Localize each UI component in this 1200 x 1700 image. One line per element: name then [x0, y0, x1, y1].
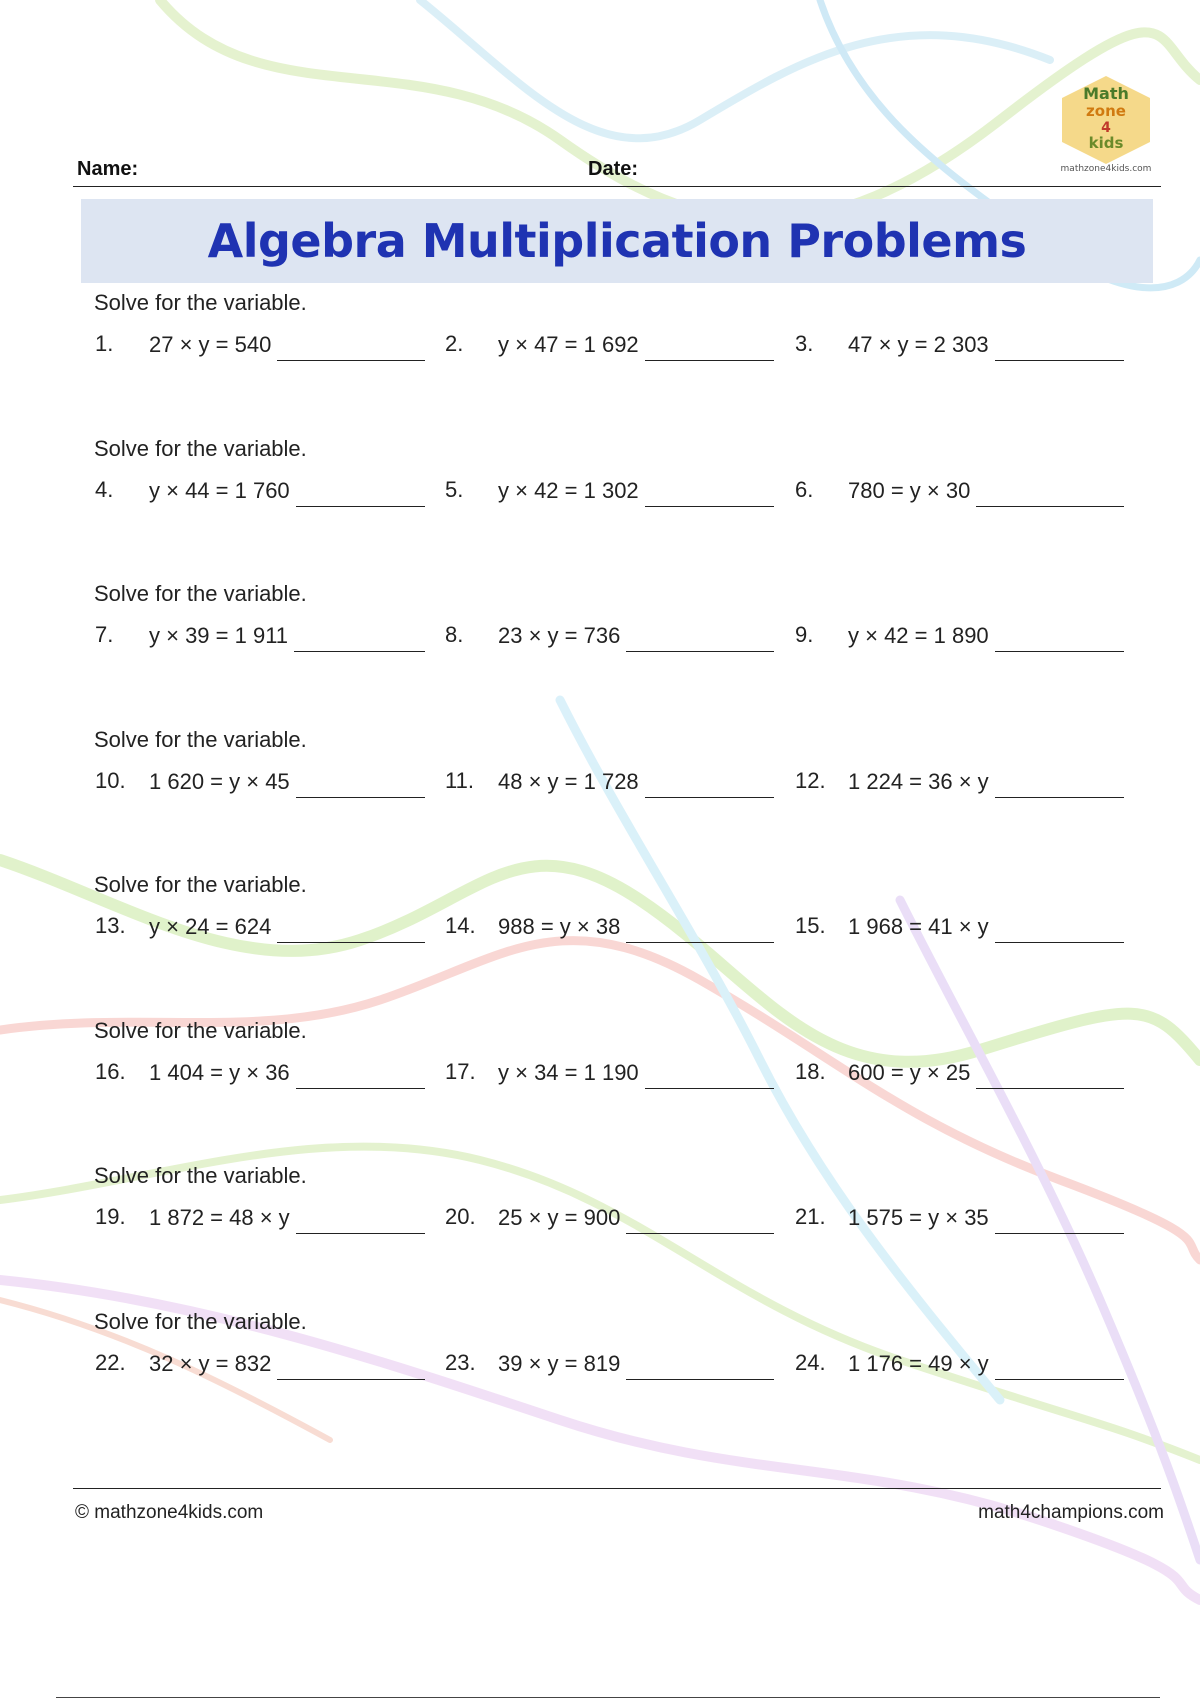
answer-blank[interactable] — [995, 797, 1124, 798]
problem-number: 16. — [95, 1058, 126, 1084]
problem-number: 17. — [445, 1058, 476, 1084]
answer-blank[interactable] — [294, 651, 425, 652]
answer-blank[interactable] — [645, 360, 774, 361]
problem-equation: y × 34 = 1 190 — [498, 1059, 639, 1085]
answer-blank[interactable] — [995, 942, 1124, 943]
footer-copyright: © mathzone4kids.com — [75, 1502, 264, 1523]
problem-number: 10. — [95, 767, 126, 793]
problem-equation: y × 42 = 1 890 — [848, 623, 989, 648]
title-banner — [81, 199, 1153, 283]
instruction-text: Solve for the variable. — [94, 290, 307, 315]
problem-equation: 27 × y = 540 — [149, 332, 272, 357]
problem-equation: 48 × y = 1 728 — [498, 768, 639, 794]
logo-text-4: 4 — [1101, 120, 1111, 136]
problem-equation: 32 × y = 832 — [149, 1350, 272, 1376]
problem-number: 4. — [95, 476, 114, 502]
name-label: Name: — [77, 158, 139, 180]
problem-number: 7. — [95, 622, 114, 647]
problem-number: 9. — [795, 622, 814, 647]
problem-equation: 1 404 = y × 36 — [149, 1059, 290, 1085]
problem-number: 11. — [445, 767, 474, 793]
problem-equation: y × 24 = 624 — [149, 914, 272, 939]
problem-equation: y × 39 = 1 911 — [149, 623, 289, 648]
problem-equation: 1 968 = 41 × y — [848, 914, 989, 939]
answer-blank[interactable] — [626, 1379, 774, 1380]
header-divider — [73, 186, 1161, 187]
answer-blank[interactable] — [626, 1233, 774, 1234]
problem-number: 3. — [795, 331, 814, 356]
problem-equation: 23 × y = 736 — [498, 623, 621, 648]
problem-number: 2. — [445, 331, 464, 356]
problem-equation: 600 = y × 25 — [848, 1059, 971, 1085]
answer-blank[interactable] — [626, 651, 774, 652]
problem-number: 18. — [795, 1058, 826, 1084]
problem-equation: 1 575 = y × 35 — [848, 1205, 989, 1230]
instruction-text: Solve for the variable. — [94, 1017, 307, 1043]
problem-equation: 1 224 = 36 × y — [848, 768, 989, 794]
instruction-text: Solve for the variable. — [94, 726, 307, 752]
instruction-text: Solve for the variable. — [94, 1163, 307, 1188]
logo-text-math: Math — [1083, 84, 1129, 103]
problem-equation: y × 42 = 1 302 — [498, 477, 639, 503]
problem-number: 8. — [445, 622, 464, 647]
problem-number: 13. — [95, 913, 126, 938]
problem-number: 19. — [95, 1204, 126, 1229]
instruction-text: Solve for the variable. — [94, 581, 307, 606]
logo-text-url: mathzone4kids.com — [1060, 164, 1152, 174]
answer-blank[interactable] — [296, 1233, 425, 1234]
answer-blank[interactable] — [277, 942, 425, 943]
answer-blank[interactable] — [645, 797, 774, 798]
problem-number: 23. — [445, 1349, 476, 1375]
problem-number: 5. — [445, 476, 464, 502]
logo-text-zone: zone — [1086, 102, 1126, 120]
footer-divider — [73, 1488, 1161, 1489]
problem-number: 22. — [95, 1349, 126, 1375]
answer-blank[interactable] — [645, 506, 774, 507]
answer-blank[interactable] — [645, 1088, 774, 1089]
problem-number: 1. — [95, 331, 114, 356]
answer-blank[interactable] — [995, 1233, 1124, 1234]
answer-blank[interactable] — [976, 1088, 1124, 1089]
instruction-text: Solve for the variable. — [94, 1308, 307, 1334]
answer-blank[interactable] — [277, 360, 425, 361]
problem-equation: y × 44 = 1 760 — [149, 477, 290, 503]
problem-equation: 47 × y = 2 303 — [848, 332, 989, 357]
problem-equation: 1 872 = 48 × y — [149, 1205, 290, 1230]
answer-blank[interactable] — [277, 1379, 425, 1380]
instruction-text: Solve for the variable. — [94, 872, 307, 897]
problem-number: 15. — [795, 913, 826, 938]
problem-equation: 25 × y = 900 — [498, 1205, 621, 1230]
logo-text-kids: kids — [1088, 134, 1124, 152]
problem-equation: y × 47 = 1 692 — [498, 332, 639, 357]
answer-blank[interactable] — [995, 360, 1124, 361]
problem-number: 24. — [795, 1349, 826, 1375]
answer-blank[interactable] — [296, 1088, 425, 1089]
problem-number: 6. — [795, 476, 814, 502]
date-label: Date: — [588, 158, 639, 180]
mathzone4kids-logo — [1058, 76, 1154, 180]
answer-blank[interactable] — [995, 1379, 1124, 1380]
problem-number: 21. — [795, 1204, 826, 1229]
answer-blank[interactable] — [995, 651, 1124, 652]
answer-blank[interactable] — [626, 942, 774, 943]
answer-blank[interactable] — [296, 797, 425, 798]
page-bottom-line — [56, 1697, 1160, 1698]
problem-equation: 780 = y × 30 — [848, 477, 971, 503]
problem-equation: 1 620 = y × 45 — [149, 768, 290, 794]
footer-site: math4champions.com — [978, 1502, 1164, 1523]
problem-equation: 1 176 = 49 × y — [848, 1350, 989, 1376]
answer-blank[interactable] — [296, 506, 425, 507]
page-title: Algebra Multiplication Problems — [207, 214, 1027, 268]
problem-number: 20. — [445, 1204, 476, 1229]
problem-number: 12. — [795, 767, 826, 793]
instruction-text: Solve for the variable. — [94, 435, 307, 461]
problem-equation: 988 = y × 38 — [498, 914, 621, 939]
problem-equation: 39 × y = 819 — [498, 1350, 621, 1376]
answer-blank[interactable] — [976, 506, 1124, 507]
problem-number: 14. — [445, 913, 476, 938]
